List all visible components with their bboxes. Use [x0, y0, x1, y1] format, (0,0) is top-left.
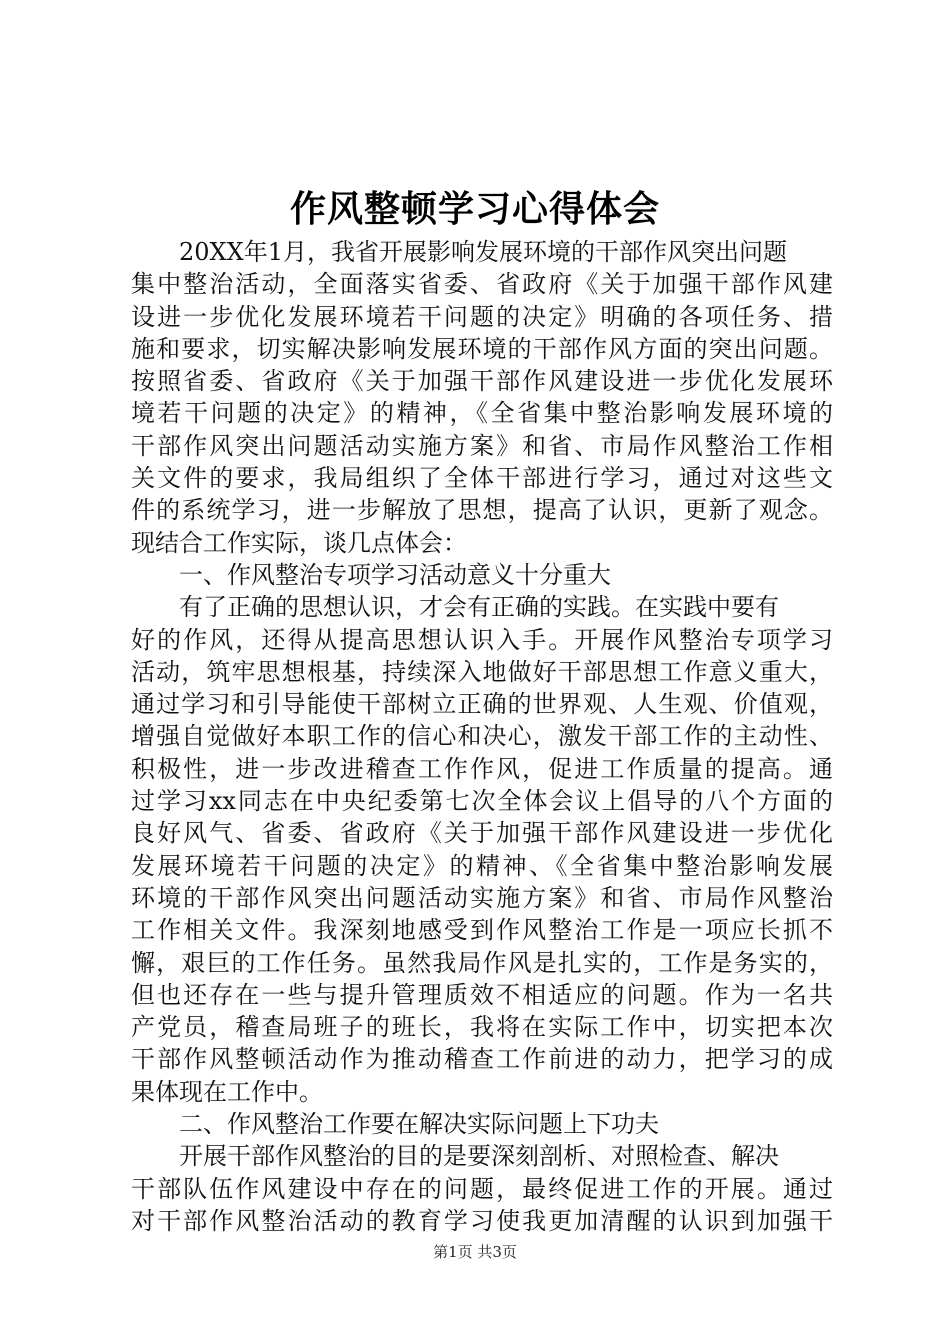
text-line: 按照省委、省政府《关于加强干部作风建设进一步优化发展环	[131, 367, 833, 396]
section-heading: 二、作风整治工作要在解决实际问题上下功夫	[131, 1110, 659, 1139]
text-line: 境若干问题的决定》的精神，《全省集中整治影响发展环境的	[131, 399, 833, 428]
text-line: 现结合工作实际，谈几点体会：	[131, 528, 467, 557]
text-line: 干部作风整顿活动作为推动稽查工作前进的动力，把学习的成	[131, 1045, 833, 1074]
text-line: 果体现在工作中。	[131, 1077, 323, 1106]
text-line: 关文件的要求，我局组织了全体干部进行学习，通过对这些文	[131, 464, 833, 493]
section-heading: 一、作风整治专项学习活动意义十分重大	[131, 560, 611, 589]
text-line: 开展干部作风整治的目的是要深刻剖析、对照检查、解决	[131, 1142, 779, 1171]
text-line: 产党员，稽查局班子的班长，我将在实际工作中，切实把本次	[131, 1013, 833, 1042]
text-line: 施和要求，切实解决影响发展环境的干部作风方面的突出问题。	[131, 334, 833, 363]
text-line: 设进一步优化发展环境若干问题的决定》明确的各项任务、措	[131, 302, 833, 331]
text-line: 过学习xx同志在中央纪委第七次全体会议上倡导的八个方面的	[131, 787, 833, 816]
text-line: 集中整治活动，全面落实省委、省政府《关于加强干部作风建	[131, 270, 833, 299]
text-line: 对干部作风整治活动的教育学习使我更加清醒的认识到加强干	[131, 1206, 833, 1235]
text-line: 好的作风，还得从提高思想认识入手。开展作风整治专项学习	[131, 625, 833, 654]
text-line: 干部队伍作风建设中存在的问题，最终促进工作的开展。通过	[131, 1174, 833, 1203]
text-line: 增强自觉做好本职工作的信心和决心，激发干部工作的主动性、	[131, 722, 833, 751]
document-title: 作风整顿学习心得体会	[289, 188, 660, 230]
document-body	[131, 236, 833, 1237]
text-line: 环境的干部作风突出问题活动实施方案》和省、市局作风整治	[131, 883, 833, 912]
text-line: 但也还存在一些与提升管理质效不相适应的问题。作为一名共	[131, 980, 833, 1009]
text-line: 20XX年1月，我省开展影响发展环境的干部作风突出问题	[131, 238, 787, 266]
text-line: 工作相关文件。我深刻地感受到作风整治工作是一项应长抓不	[131, 916, 833, 945]
text-line: 有了正确的思想认识，才会有正确的实践。在实践中要有	[131, 593, 779, 622]
text-line: 发展环境若干问题的决定》的精神、《全省集中整治影响发展	[131, 851, 833, 880]
text-line: 通过学习和引导能使干部树立正确的世界观、人生观、价值观，	[131, 690, 833, 719]
text-line: 干部作风突出问题活动实施方案》和省、市局作风整治工作相	[131, 431, 833, 460]
text-line: 懈，艰巨的工作任务。虽然我局作风是扎实的，工作是务实的，	[131, 948, 833, 977]
text-line: 活动，筑牢思想根基，持续深入地做好干部思想工作意义重大，	[131, 657, 833, 686]
text-line: 件的系统学习，进一步解放了思想，提高了认识，更新了观念。	[131, 496, 833, 525]
page-number-footer: 第1页 共3页	[433, 1243, 517, 1261]
text-line: 良好风气、省委、省政府《关于加强干部作风建设进一步优化	[131, 819, 833, 848]
text-line: 积极性，进一步改进稽查工作作风，促进工作质量的提高。通	[131, 754, 833, 783]
